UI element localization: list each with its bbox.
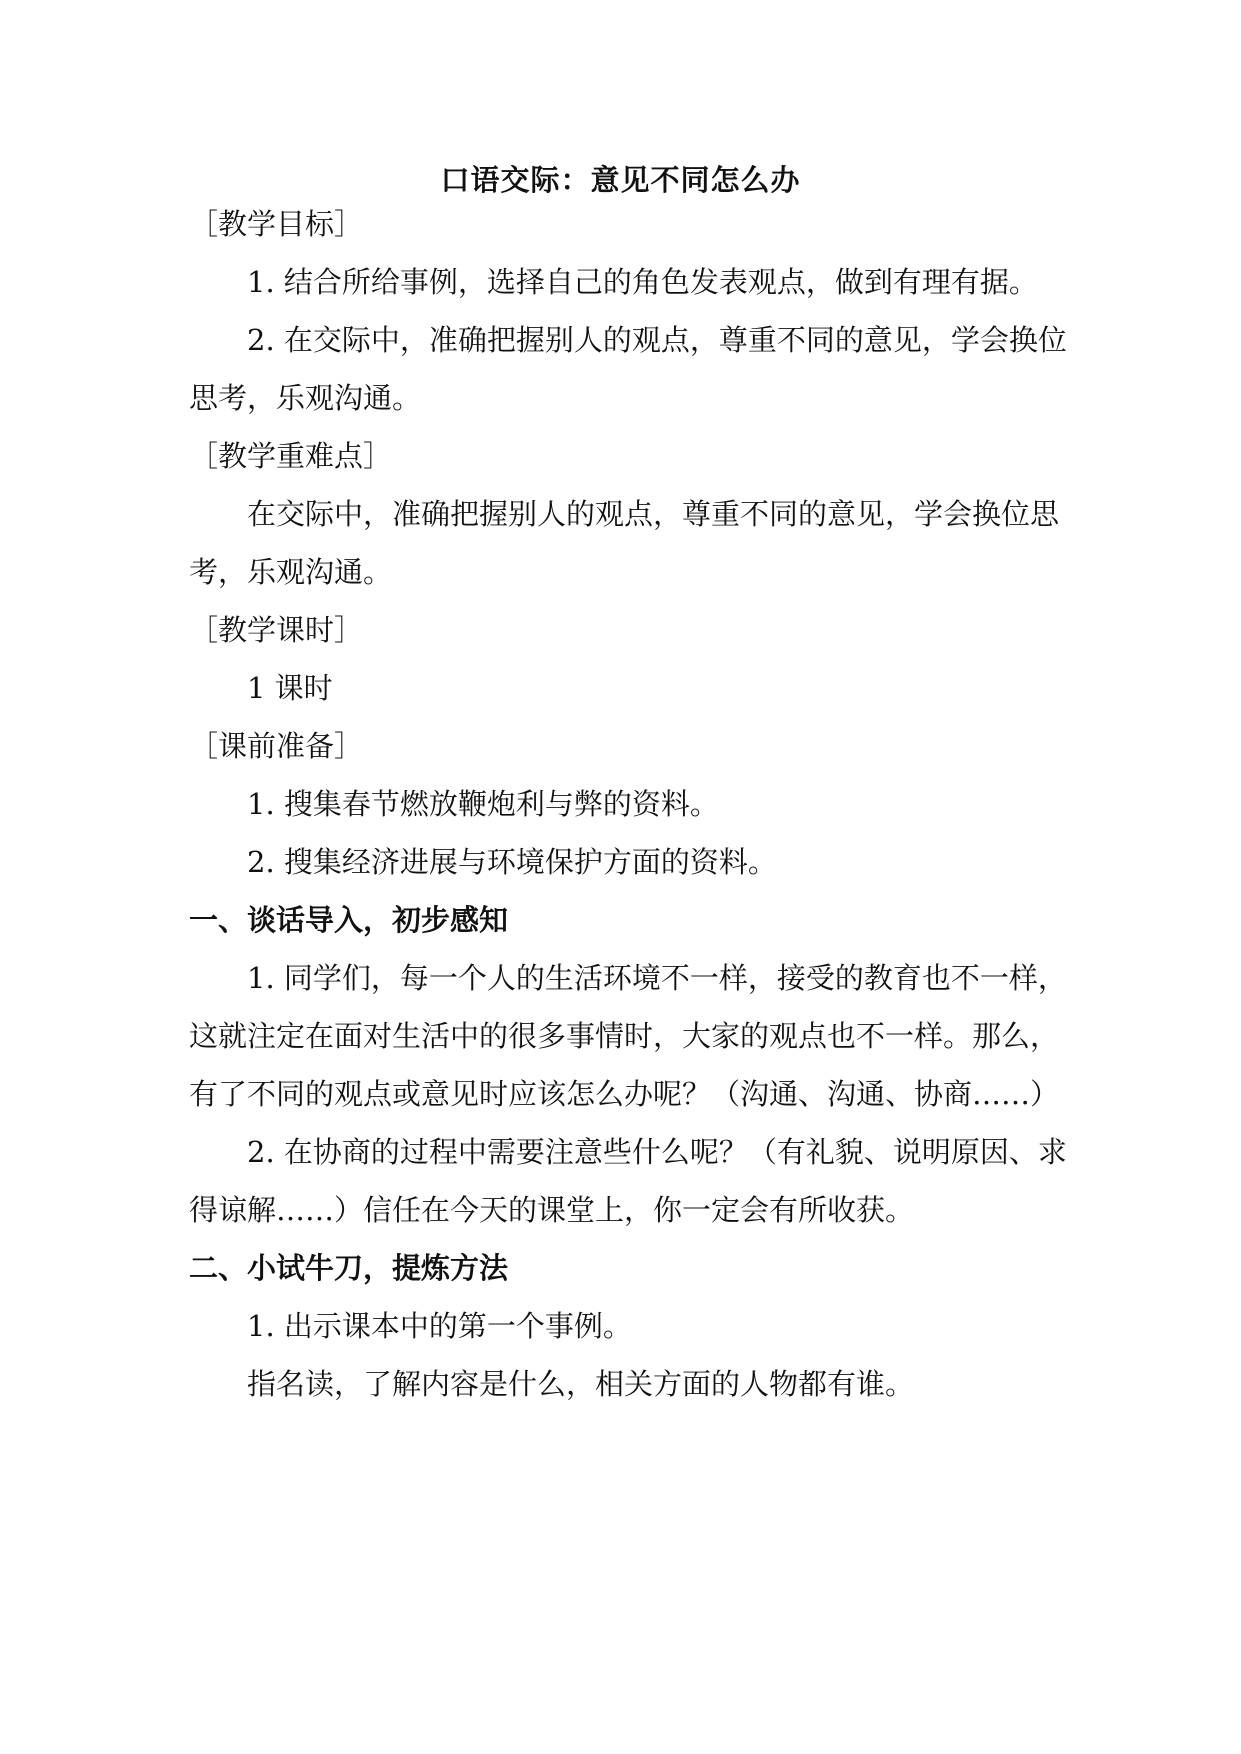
preparation-item-1: 1. 搜集春节燃放鞭炮利与弊的资料。 — [247, 787, 719, 821]
part2-paragraph-1: 1. 出示课本中的第一个事例。 — [247, 1309, 632, 1343]
goals-heading: ［教学目标］ — [189, 207, 364, 241]
part1-paragraph-2-line-2: 得谅解……）信任在今天的课堂上，你一定会有所收获。 — [189, 1193, 915, 1227]
document-title: 口语交际：意见不同怎么办 — [440, 163, 801, 197]
part1-paragraph-1-line-3: 有了不同的观点或意见时应该怎么办呢？（沟通、沟通、协商……） — [189, 1077, 1060, 1111]
part2-paragraph-2: 指名读，了解内容是什么，相关方面的人物都有谁。 — [247, 1367, 915, 1401]
part1-heading: 一、谈话导入，初步感知 — [189, 903, 509, 937]
part2-heading: 二、小试牛刀，提炼方法 — [189, 1251, 509, 1285]
goals-item-2-line-2: 思考，乐观沟通。 — [189, 381, 422, 415]
goals-item-1: 1. 结合所给事例，选择自己的角色发表观点，做到有理有据。 — [247, 265, 1038, 299]
preparation-item-2: 2. 搜集经济进展与环境保护方面的资料。 — [247, 845, 777, 879]
goals-item-2-line-1: 2. 在交际中，准确把握别人的观点，尊重不同的意见，学会换位 — [247, 323, 1067, 357]
key-points-heading: ［教学重难点］ — [189, 439, 393, 473]
preparation-heading: ［课前准备］ — [189, 729, 364, 763]
part1-paragraph-1-line-1: 1. 同学们，每一个人的生活环境不一样，接受的教育也不一样， — [247, 961, 1067, 995]
hours-value: 1 课时 — [247, 671, 333, 705]
part1-paragraph-2-line-1: 2. 在协商的过程中需要注意些什么呢？（有礼貌、说明原因、求 — [247, 1135, 1067, 1169]
key-points-line-2: 考，乐观沟通。 — [189, 555, 393, 589]
part1-paragraph-1-line-2: 这就注定在面对生活中的很多事情时，大家的观点也不一样。那么， — [189, 1019, 1060, 1053]
key-points-line-1: 在交际中，准确把握别人的观点，尊重不同的意见，学会换位思 — [247, 497, 1060, 531]
hours-heading: ［教学课时］ — [189, 613, 364, 647]
